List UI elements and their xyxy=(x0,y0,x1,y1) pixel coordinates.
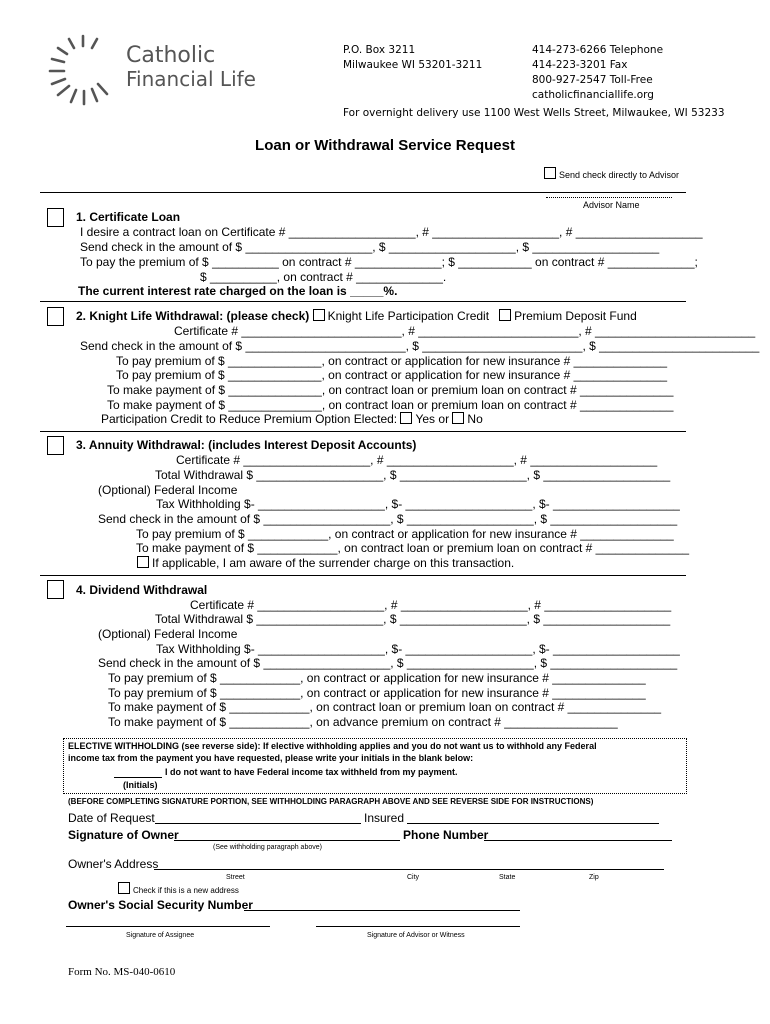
owner-signature-label: Signature of Owner xyxy=(68,828,179,842)
state-label: State xyxy=(499,874,516,881)
initials-line[interactable] xyxy=(114,777,162,778)
section4-line8: To make payment of $ ____________, on contract loan or premium loan on contract # ______________ xyxy=(108,700,662,714)
section1-line3: To pay the premium of $ __________ on contract # _____________; $ ___________ on contract # _____________; xyxy=(80,255,698,269)
surrender-charge-checkbox[interactable] xyxy=(137,556,149,568)
city-label: City xyxy=(407,874,420,881)
section3-checkbox[interactable] xyxy=(47,436,64,455)
address-line2: Milwaukee WI 53201-3211 xyxy=(343,59,483,71)
initials-label: (Initials) xyxy=(123,780,158,790)
date-of-request-field[interactable] xyxy=(155,823,361,824)
new-address-label: Check if this is a new address xyxy=(133,886,239,895)
see-withholding-note: (See withholding paragraph above) xyxy=(213,844,322,851)
new-address-option[interactable] xyxy=(118,882,239,896)
section4-line2: Total Withdrawal $ ___________________, $ ___________________, $ ___________________ xyxy=(155,612,671,626)
section2-line6: To make payment of $ ______________, on contract loan or premium loan on contract # ______________ xyxy=(107,398,674,412)
sunburst-logo-icon xyxy=(46,34,120,106)
section3-line6: To pay premium of $ ____________, on contract or application for new insurance # ______________ xyxy=(136,527,674,541)
section4-divider xyxy=(40,575,686,576)
before-signature-note: (BEFORE COMPLETING SIGNATURE PORTION, SEE WITHHOLDING PARAGRAPH ABOVE AND SEE REVERSE SIDE FOR INSTRUCTIONS) xyxy=(68,797,594,806)
yes-checkbox[interactable] xyxy=(400,412,412,424)
section1-line4: $ __________, on contract # _____________. xyxy=(200,270,447,284)
participation-credit-checkbox[interactable] xyxy=(313,309,325,321)
section3-heading: 3. Annuity Withdrawal: (includes Interest Deposit Accounts) xyxy=(76,438,417,452)
yes-option[interactable] xyxy=(400,412,449,426)
option-elected-label: Participation Credit to Reduce Premium Option Elected: xyxy=(101,412,398,426)
section1-interest-rate: The current interest rate charged on the loan is _____%. xyxy=(78,284,398,298)
logo-line2: Financial Life xyxy=(126,67,256,91)
section2-line5: To make payment of $ ______________, on contract loan or premium loan on contract # ______________ xyxy=(107,383,674,397)
owner-address-field[interactable] xyxy=(154,869,664,870)
advisor-name-line xyxy=(546,197,672,198)
send-to-advisor-label: Send check directly to Advisor xyxy=(559,170,680,180)
section3-line2: Total Withdrawal $ ___________________, $ ___________________, $ ___________________ xyxy=(155,468,671,482)
section4-line5: Send check in the amount of $ ___________________, $ ___________________, $ ___________________ xyxy=(98,656,678,670)
premium-deposit-option[interactable] xyxy=(499,309,637,323)
send-to-advisor-checkbox[interactable] xyxy=(544,167,556,179)
section2-checkbox[interactable] xyxy=(47,307,64,326)
phone-fax: 414-223-3201 Fax xyxy=(532,59,628,71)
insured-label: Insured xyxy=(364,811,405,825)
section4-checkbox[interactable] xyxy=(47,580,64,599)
address-line1: P.O. Box 3211 xyxy=(343,44,416,56)
section2-line3: To pay premium of $ ______________, on contract or application for new insurance # ______________ xyxy=(116,354,668,368)
section4-heading: 4. Dividend Withdrawal xyxy=(76,583,208,597)
advisor-name-label: Advisor Name xyxy=(583,200,640,210)
advisor-witness-label: Signature of Advisor or Witness xyxy=(367,932,465,939)
advisor-witness-signature-field[interactable] xyxy=(316,926,520,927)
section3-line4: Tax Withholding $- ___________________, $- ___________________, $- ___________________ xyxy=(156,497,680,511)
ssn-label: Owner's Social Security Number xyxy=(68,898,253,912)
section3-line7: To make payment of $ ____________, on contract loan or premium loan on contract # ______________ xyxy=(136,541,690,555)
participation-credit-label: Knight Life Participation Credit xyxy=(327,309,490,323)
surrender-charge-option[interactable] xyxy=(137,556,514,570)
ssn-field[interactable] xyxy=(244,910,520,911)
section2-heading: 2. Knight Life Withdrawal: (please check) xyxy=(76,309,310,323)
section3-line3: (Optional) Federal Income xyxy=(98,483,238,497)
no-option[interactable] xyxy=(452,412,482,426)
section4-line7: To pay premium of $ ____________, on contract or application for new insurance # ______________ xyxy=(108,686,646,700)
section1-line2: Send check in the amount of $ ___________________, $ ___________________, $ ___________________ xyxy=(80,240,660,254)
section2-line4: To pay premium of $ ______________, on contract or application for new insurance # ______________ xyxy=(116,368,668,382)
surrender-charge-label: If applicable, I am aware of the surrender charge on this transaction. xyxy=(152,556,515,570)
premium-deposit-label: Premium Deposit Fund xyxy=(514,309,637,323)
section3-divider xyxy=(40,431,686,432)
no-checkbox[interactable] xyxy=(452,412,464,424)
date-of-request-label: Date of Request xyxy=(68,811,155,825)
insured-field[interactable] xyxy=(407,823,659,824)
section1-heading: 1. Certificate Loan xyxy=(76,210,181,224)
section2-line1: Certificate # ________________________, # ________________________, # ________________________ xyxy=(174,324,756,338)
section2-option-elected xyxy=(101,412,483,426)
section1-line1: I desire a contract loan on Certificate # ___________________, # ___________________, # ___________________ xyxy=(80,225,703,239)
logo-line1: Catholic xyxy=(126,43,216,68)
assignee-signature-label: Signature of Assignee xyxy=(126,932,195,939)
section4-line1: Certificate # ___________________, # ___________________, # ___________________ xyxy=(190,598,672,612)
withholding-line3: I do not want to have Federal income tax withheld from my payment. xyxy=(165,767,458,777)
participation-credit-option[interactable] xyxy=(313,309,489,323)
phone-number-label: Phone Number xyxy=(403,828,489,842)
section4-line4: Tax Withholding $- ___________________, $- ___________________, $- ___________________ xyxy=(156,642,680,656)
owner-signature-field[interactable] xyxy=(174,840,400,841)
zip-label: Zip xyxy=(589,874,599,881)
logo xyxy=(46,34,256,106)
section1-checkbox[interactable] xyxy=(47,208,64,227)
section3-line1: Certificate # ___________________, # ___________________, # ___________________ xyxy=(176,453,658,467)
section3-line5: Send check in the amount of $ ___________________, $ ___________________, $ ___________________ xyxy=(98,512,678,526)
section4-line3: (Optional) Federal Income xyxy=(98,627,238,641)
overnight-delivery: For overnight delivery use 1100 West Wells Street, Milwaukee, WI 53233 xyxy=(343,107,725,119)
withholding-line1: ELECTIVE WITHHOLDING (see reverse side): If elective withholding applies and you do not want us to withhold any Federal xyxy=(68,741,597,751)
street-label: Street xyxy=(226,874,245,881)
page-title: Loan or Withdrawal Service Request xyxy=(255,137,515,154)
phone-toll-free: 800-927-2547 Toll-Free xyxy=(532,74,653,86)
phone-telephone: 414-273-6266 Telephone xyxy=(532,44,664,56)
section4-line9: To make payment of $ ____________, on advance premium on contract # _________________ xyxy=(108,715,618,729)
section2-line2: Send check in the amount of $ ________________________, $ ________________________, $ ________________________ xyxy=(80,339,760,353)
new-address-checkbox[interactable] xyxy=(118,882,130,894)
website: catholicfinanciallife.org xyxy=(532,89,654,101)
owner-address-label: Owner's Address xyxy=(68,857,159,871)
send-to-advisor-option[interactable] xyxy=(544,167,679,181)
no-label: No xyxy=(467,412,483,426)
premium-deposit-checkbox[interactable] xyxy=(499,309,511,321)
withholding-line2: income tax from the payment you have requested, please write your initials in the blank below: xyxy=(68,753,474,763)
section2-divider xyxy=(40,301,686,302)
assignee-signature-field[interactable] xyxy=(66,926,270,927)
section4-line6: To pay premium of $ ____________, on contract or application for new insurance # ______________ xyxy=(108,671,646,685)
phone-number-field[interactable] xyxy=(484,840,672,841)
section1-divider xyxy=(40,192,686,193)
form-number: Form No. MS-040-0610 xyxy=(68,966,176,978)
section2-heading-row xyxy=(76,309,637,323)
yes-label: Yes or xyxy=(415,412,450,426)
